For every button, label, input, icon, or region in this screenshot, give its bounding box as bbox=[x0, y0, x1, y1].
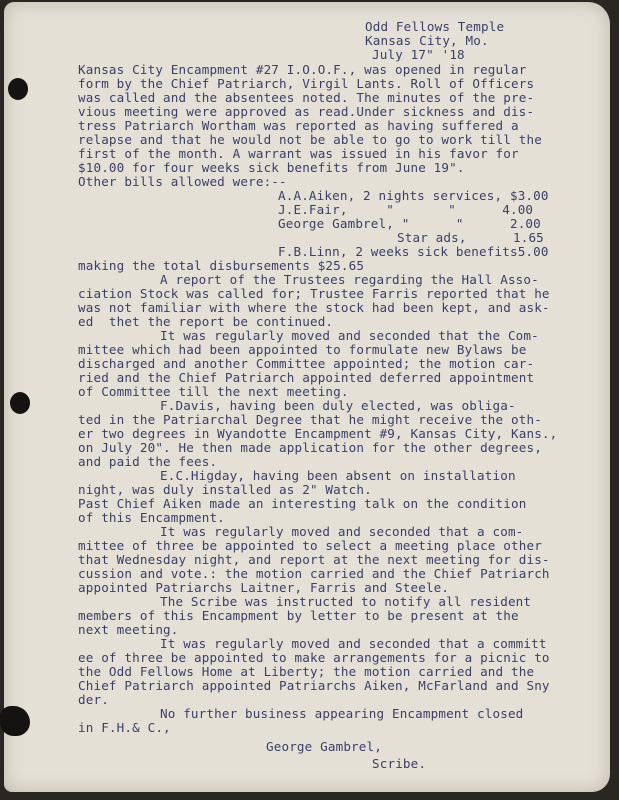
body-line: It was regularly moved and seconded that a com- bbox=[160, 524, 524, 539]
body-line: A report of the Trustees regarding the Hall Asso- bbox=[160, 272, 539, 287]
body-line: cussion and vote.: the motion carried and the Chief Patriarch bbox=[78, 566, 550, 581]
header-place: Odd Fellows Temple bbox=[365, 19, 505, 34]
body-line: of Committee till the next meeting. bbox=[78, 384, 349, 399]
body-line: ried and the Chief Patriarch appointed deferred appointment bbox=[78, 370, 535, 385]
bill-line: J.E.Fair, " " 4.00 bbox=[278, 202, 534, 217]
body-line: form by the Chief Patriarch, Virgil Lants. Roll of Officers bbox=[78, 76, 535, 91]
body-line: Other bills allowed were:-- bbox=[78, 174, 287, 189]
binder-hole-top bbox=[8, 78, 28, 100]
body-line: ted in the Patriarchal Degree that he might receive the oth- bbox=[78, 412, 542, 427]
body-line: Past Chief Aiken made an interesting talk on the condition bbox=[78, 496, 527, 511]
body-line: The Scribe was instructed to notify all resident bbox=[160, 594, 532, 609]
binder-hole-middle bbox=[10, 392, 30, 414]
body-line: der. bbox=[78, 692, 109, 707]
body-line: ed thet the report be continued. bbox=[78, 314, 334, 329]
signature-title: Scribe. bbox=[372, 756, 427, 771]
body-line: Kansas City Encampment #27 I.O.O.F., was opened in regular bbox=[78, 62, 527, 77]
body-line: Chief Patriarch appointed Patriarchs Aiken, McFarland and Sny bbox=[78, 678, 550, 693]
body-line: night, was duly installed as 2" Watch. bbox=[78, 482, 372, 497]
body-line: No further business appearing Encampment closed bbox=[160, 706, 524, 721]
body-line: vious meeting were approved as read.Under sickness and dis- bbox=[78, 104, 535, 119]
body-line: E.C.Higday, having been absent on installation bbox=[160, 468, 516, 483]
signature-name: George Gambrel, bbox=[266, 739, 382, 754]
body-line: mittee which had been appointed to formulate new Bylaws be bbox=[78, 342, 527, 357]
body-line: tress Patriarch Wortham was reported as having suffered a bbox=[78, 118, 519, 133]
body-line: that Wednesday night, and report at the next meeting for dis- bbox=[78, 552, 550, 567]
binder-hole-bottom-torn bbox=[0, 706, 30, 736]
body-line: in F.H.& C., bbox=[78, 720, 171, 735]
bill-line: Star ads, 1.65 bbox=[397, 230, 544, 245]
body-line: F.Davis, having been duly elected, was obliga- bbox=[160, 398, 516, 413]
body-line: ee of three be appointed to make arrangements for a picnic to bbox=[78, 650, 550, 665]
body-line: was not familiar with where the stock had been kept, and ask- bbox=[78, 300, 550, 315]
body-line: making the total disbursements $25.65 bbox=[78, 258, 365, 273]
body-line: members of this Encampment by letter to be present at the bbox=[78, 608, 519, 623]
body-line: appointed Patriarchs Laitner, Farris and Steele. bbox=[78, 580, 450, 595]
body-line: was called and the absentees noted. The minutes of the pre- bbox=[78, 90, 535, 105]
bill-line: F.B.Linn, 2 weeks sick benefits5.00 bbox=[278, 244, 549, 259]
bill-line: A.A.Aiken, 2 nights services, $3.00 bbox=[278, 188, 549, 203]
body-line: next meeting. bbox=[78, 622, 179, 637]
bill-line: George Gambrel, " " 2.00 bbox=[278, 216, 541, 231]
body-line: It was regularly moved and seconded that a committ bbox=[160, 636, 547, 651]
body-line: $10.00 for four weeks sick benefits from June 19". bbox=[78, 160, 465, 175]
body-line: the Odd Fellows Home at Liberty; the motion carried and the bbox=[78, 664, 535, 679]
body-line: mittee of three be appointed to select a meeting place other bbox=[78, 538, 542, 553]
body-line: of this Encampment. bbox=[78, 510, 225, 525]
body-line: first of the month. A warrant was issued in his favor for bbox=[78, 146, 519, 161]
body-line: relapse and that he would not be able to go to work till the bbox=[78, 132, 542, 147]
header-date: July 17" '18 bbox=[372, 47, 465, 62]
body-line: er two degrees in Wyandotte Encampment #9, Kansas City, Kans., bbox=[78, 426, 558, 441]
body-line: and paid the fees. bbox=[78, 454, 218, 469]
header-city: Kansas City, Mo. bbox=[365, 33, 489, 48]
body-line: discharged and another Committee appointed; the motion car- bbox=[78, 356, 535, 371]
body-line: It was regularly moved and seconded that the Com- bbox=[160, 328, 539, 343]
body-line: on July 20". He then made application for the other degrees, bbox=[78, 440, 542, 455]
body-line: ciation Stock was called for; Trustee Farris reported that he bbox=[78, 286, 550, 301]
